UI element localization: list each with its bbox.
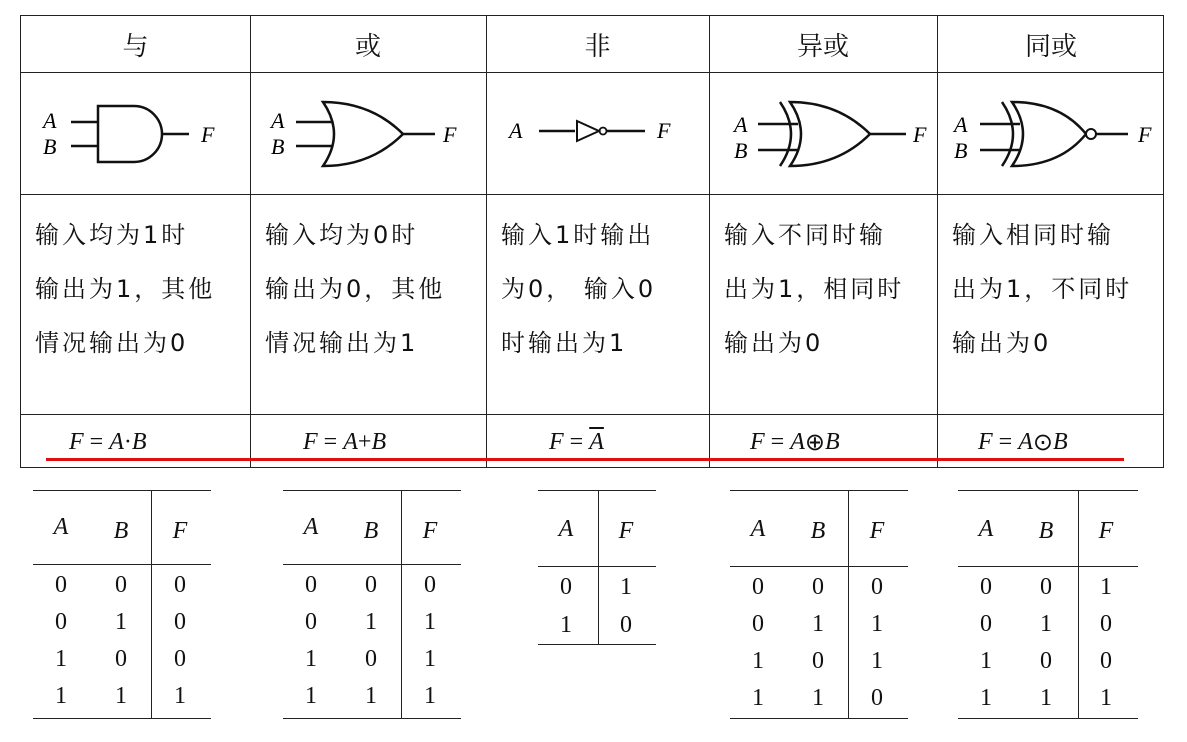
output-label: F xyxy=(657,118,671,143)
description-line: 时输出为1 xyxy=(501,329,628,357)
cell: 0 xyxy=(115,646,127,672)
input-b-label: B xyxy=(734,138,748,163)
xor-gate-symbol xyxy=(710,72,936,194)
cell: 0 xyxy=(305,609,317,635)
cell: 1 xyxy=(812,611,824,637)
cell: 1 xyxy=(871,611,883,637)
description-line: 输出为0 xyxy=(724,329,824,357)
input-b-label: B xyxy=(43,134,57,159)
formula-eq: = xyxy=(998,428,1013,455)
logic-gate-table xyxy=(20,15,1164,468)
description-line: 为0， 输入0 xyxy=(501,275,657,303)
highlight-underline xyxy=(46,458,1124,461)
top-rule xyxy=(283,490,461,491)
cell: 1 xyxy=(115,609,127,635)
cell: 1 xyxy=(980,685,992,711)
column-xor xyxy=(709,16,937,467)
bottom-rule xyxy=(958,718,1138,719)
top-rule xyxy=(538,490,656,491)
truth-table-not xyxy=(538,490,656,650)
header-f: F xyxy=(172,518,188,544)
cell: 0 xyxy=(812,574,824,600)
cell: 1 xyxy=(1100,685,1112,711)
cell: 1 xyxy=(365,609,377,635)
header-rule xyxy=(730,566,908,567)
cell: 0 xyxy=(560,574,572,600)
cell: 1 xyxy=(115,683,127,709)
cell: 0 xyxy=(980,611,992,637)
column-and xyxy=(21,16,250,467)
formula-lhs: F xyxy=(750,428,765,455)
top-rule xyxy=(33,490,211,491)
formula-op: ⊕ xyxy=(804,429,825,456)
truth-table-xor xyxy=(730,490,908,720)
gate-name: 非 xyxy=(584,31,611,62)
formula-b: B xyxy=(371,428,387,455)
description-line: 输入均为1时 xyxy=(35,221,189,249)
formula-b: B xyxy=(1053,428,1068,455)
header-rule xyxy=(33,564,211,565)
cell: 0 xyxy=(305,572,317,598)
cell: 1 xyxy=(55,683,67,709)
bottom-rule xyxy=(730,718,908,719)
description-line: 情况输出为0 xyxy=(35,329,189,357)
header-b: B xyxy=(113,518,129,544)
formula-eq: = xyxy=(770,428,785,455)
formula-a-negated: $\overline{A}$ xyxy=(589,428,604,455)
cell: 1 xyxy=(1040,685,1052,711)
gate-name: 与 xyxy=(122,31,149,62)
formula-op: + xyxy=(357,428,372,455)
cell: 0 xyxy=(620,612,632,638)
cell: 0 xyxy=(115,572,127,598)
description-line: 输入不同时输 xyxy=(724,221,886,249)
cell: 0 xyxy=(752,611,764,637)
xnor-gate-symbol xyxy=(938,72,1164,194)
cell: 0 xyxy=(1040,648,1052,674)
output-label: F xyxy=(1138,122,1152,147)
gate-name: 同或 xyxy=(1024,31,1077,62)
input-a-label: A xyxy=(954,112,968,137)
header-a: A xyxy=(53,514,69,540)
cell: 0 xyxy=(1100,611,1112,637)
cell: 1 xyxy=(560,612,572,638)
cell: 1 xyxy=(752,685,764,711)
and-gate-symbol xyxy=(21,72,250,194)
bottom-rule xyxy=(538,644,656,645)
cell: 0 xyxy=(1100,648,1112,674)
output-label: F xyxy=(201,122,215,147)
cell: 0 xyxy=(55,572,67,598)
description-line: 输入相同时输 xyxy=(952,221,1114,249)
formula-eq: = xyxy=(323,428,338,455)
column-not xyxy=(486,16,709,467)
column-rule xyxy=(151,490,152,718)
cell: 1 xyxy=(871,648,883,674)
input-a-label: A xyxy=(734,112,748,137)
formula-a: A xyxy=(1018,428,1033,455)
header-b: B xyxy=(1038,518,1054,544)
formula-eq: = xyxy=(89,428,104,455)
cell: 1 xyxy=(55,646,67,672)
cell: 1 xyxy=(752,648,764,674)
formula-op: ⊙ xyxy=(1032,429,1053,456)
description-line: 输出为0，其他 xyxy=(265,275,446,303)
truth-table-xnor xyxy=(958,490,1138,720)
cell: 1 xyxy=(365,683,377,709)
cell: 1 xyxy=(305,683,317,709)
input-a-label: A xyxy=(43,108,57,133)
input-a-label: A xyxy=(271,108,285,133)
gate-description xyxy=(938,194,1164,414)
column-xnor xyxy=(937,16,1163,467)
cell: 0 xyxy=(752,574,764,600)
cell: 0 xyxy=(871,685,883,711)
formula-lhs: F xyxy=(69,428,84,455)
header-b: B xyxy=(810,518,826,544)
cell: 0 xyxy=(174,572,186,598)
cell: 0 xyxy=(365,572,377,598)
formula-a: A xyxy=(343,428,358,455)
gate-description xyxy=(487,194,708,414)
column-rule xyxy=(401,490,402,718)
output-label: F xyxy=(443,122,457,147)
cell: 1 xyxy=(812,685,824,711)
header-a: A xyxy=(978,516,994,542)
output-label: F xyxy=(913,122,927,147)
bottom-rule xyxy=(33,718,211,719)
or-gate-symbol xyxy=(251,72,485,194)
gate-description xyxy=(710,194,936,414)
input-b-label: B xyxy=(271,134,285,159)
cell: 0 xyxy=(871,574,883,600)
header-f: F xyxy=(422,518,438,544)
gate-description xyxy=(21,194,250,414)
formula-b: B xyxy=(825,428,840,455)
input-b-label: B xyxy=(954,138,968,163)
cell: 1 xyxy=(424,609,436,635)
truth-table-and xyxy=(33,490,211,720)
description-line: 输入均为0时 xyxy=(265,221,419,249)
column-rule xyxy=(848,490,849,718)
header-f: F xyxy=(618,518,634,544)
cell: 1 xyxy=(980,648,992,674)
header-rule xyxy=(283,564,461,565)
formula-b: B xyxy=(131,428,147,455)
gate-description xyxy=(251,194,485,414)
top-rule xyxy=(730,490,908,491)
formula-a: A xyxy=(790,428,805,455)
cell: 1 xyxy=(1100,574,1112,600)
formula-lhs: F xyxy=(549,428,564,455)
description-line: 出为1，不同时 xyxy=(952,275,1133,303)
cell: 0 xyxy=(1040,574,1052,600)
cell: 1 xyxy=(305,646,317,672)
header-rule xyxy=(958,566,1138,567)
truth-table-or xyxy=(283,490,461,720)
cell: 1 xyxy=(1040,611,1052,637)
formula-lhs: F xyxy=(303,428,318,455)
cell: 0 xyxy=(174,609,186,635)
cell: 0 xyxy=(174,646,186,672)
cell: 0 xyxy=(812,648,824,674)
gate-name: 或 xyxy=(354,31,381,62)
column-rule xyxy=(1078,490,1079,718)
cell: 1 xyxy=(424,683,436,709)
formula-a: A xyxy=(109,428,124,455)
cell: 0 xyxy=(55,609,67,635)
formula-eq: = xyxy=(569,428,584,455)
cell: 1 xyxy=(174,683,186,709)
description-line: 出为1，相同时 xyxy=(724,275,905,303)
top-rule xyxy=(958,490,1138,491)
formula-op: · xyxy=(123,428,132,455)
description-line: 输入1时输出 xyxy=(501,221,655,249)
description-line: 输出为0 xyxy=(952,329,1052,357)
cell: 1 xyxy=(620,574,632,600)
column-or xyxy=(250,16,486,467)
formula-lhs: F xyxy=(978,428,993,455)
cell: 1 xyxy=(424,646,436,672)
cell: 0 xyxy=(424,572,436,598)
cell: 0 xyxy=(980,574,992,600)
column-rule xyxy=(598,490,599,644)
header-f: F xyxy=(1098,518,1114,544)
header-a: A xyxy=(558,516,574,542)
not-gate-symbol xyxy=(487,72,708,194)
gate-name: 异或 xyxy=(796,31,849,62)
cell: 0 xyxy=(365,646,377,672)
header-rule xyxy=(538,566,656,567)
description-line: 情况输出为1 xyxy=(265,329,419,357)
header-f: F xyxy=(869,518,885,544)
header-b: B xyxy=(363,518,379,544)
header-a: A xyxy=(750,516,766,542)
input-a-label: A xyxy=(509,118,523,143)
bottom-rule xyxy=(283,718,461,719)
header-a: A xyxy=(303,514,319,540)
description-line: 输出为1，其他 xyxy=(35,275,216,303)
